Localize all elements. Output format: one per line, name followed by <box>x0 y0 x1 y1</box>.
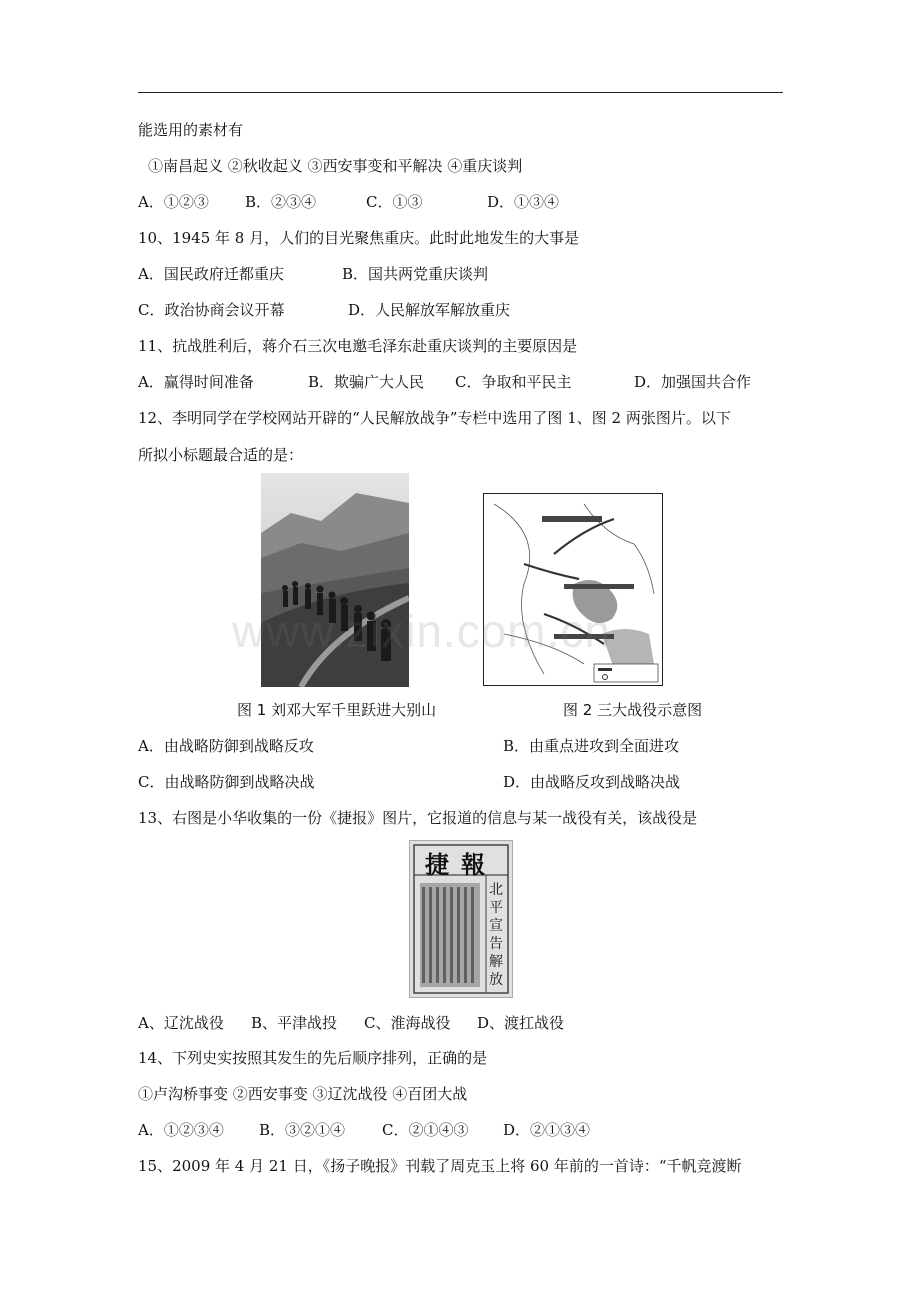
watermark: www.zixin.com.cn <box>232 605 611 657</box>
q14-items: ①卢沟桥事变 ②西安事变 ③辽沈战役 ④百团大战 <box>138 1085 468 1103</box>
q13-option-a: A、辽沈战役 <box>138 1014 224 1032</box>
q15-stem: 15、2009 年 4 月 21 日，《扬子晚报》刊载了周克玉上将 60 年前的一首诗：“千帆竞渡断 <box>138 1157 742 1175</box>
q13-option-d: D、渡扛战役 <box>477 1014 565 1032</box>
q9-option-c: C．①③ <box>366 193 423 211</box>
q10-option-d: D．人民解放军解放重庆 <box>348 301 511 319</box>
fig1-caption: 图 1 刘邓大军千里跃进大别山 <box>237 701 437 719</box>
q14-option-d: D．②①③④ <box>503 1121 591 1139</box>
q9-option-d: D．①③④ <box>487 193 560 211</box>
q11-stem: 11、抗战胜利后，蒋介石三次电邀毛泽东赴重庆谈判的主要原因是 <box>138 337 578 355</box>
q11-option-b: B．欺骗广大人民 <box>308 373 425 391</box>
q10-option-b: B．国共两党重庆谈判 <box>342 265 489 283</box>
q12-option-b: B．由重点进攻到全面进攻 <box>503 737 680 755</box>
q12-option-d: D．由战略反攻到战略决战 <box>503 773 681 791</box>
q14-stem: 14、下列史实按照其发生的先后顺序排列，正确的是 <box>138 1049 488 1067</box>
q10-option-a: A．国民政府迁都重庆 <box>138 265 284 283</box>
q9-items: ①南昌起义 ②秋收起义 ③西安事变和平解决 ④重庆谈判 <box>148 157 523 175</box>
newspaper-title: 捷報 <box>425 850 497 879</box>
q11-option-a: A．赢得时间准备 <box>138 373 254 391</box>
q12-option-c: C．由战略防御到战略决战 <box>138 773 315 791</box>
jiebao-newspaper <box>409 840 513 998</box>
q13-option-c: C、淮海战役 <box>364 1014 451 1032</box>
q12-stem-line1: 12、李明同学在学校网站开辟的“人民解放战争”专栏中选用了图 1、图 2 两张图片。以下 <box>138 409 731 427</box>
fig2-caption: 图 2 三大战役示意图 <box>563 701 703 719</box>
q14-option-c: C．②①④③ <box>382 1121 469 1139</box>
q9-stem: 能选用的素材有 <box>138 121 244 139</box>
newspaper-headline: 北平宣告解放 <box>489 882 503 988</box>
q13-stem: 13、右图是小华收集的一份《捷报》图片，它报道的信息与某一战役有关，该战役是 <box>138 809 698 827</box>
q12-stem-line2: 所拟小标题最合适的是： <box>138 446 304 464</box>
q10-option-c: C．政治协商会议开幕 <box>138 301 285 319</box>
q14-option-a: A．①②③④ <box>138 1121 224 1139</box>
q9-option-b: B．②③④ <box>245 193 317 211</box>
q11-option-c: C．争取和平民主 <box>455 373 572 391</box>
q14-option-b: B．③②①④ <box>259 1121 346 1139</box>
header-rule <box>138 92 783 93</box>
q12-option-a: A．由战略防御到战略反攻 <box>138 737 314 755</box>
q13-option-b: B、平津战投 <box>251 1014 338 1032</box>
q10-stem: 10、1945 年 8 月，人们的目光聚焦重庆。此时此地发生的大事是 <box>138 229 580 247</box>
q9-option-a: A．①②③ <box>138 193 209 211</box>
q11-option-d: D．加强国共合作 <box>634 373 752 391</box>
